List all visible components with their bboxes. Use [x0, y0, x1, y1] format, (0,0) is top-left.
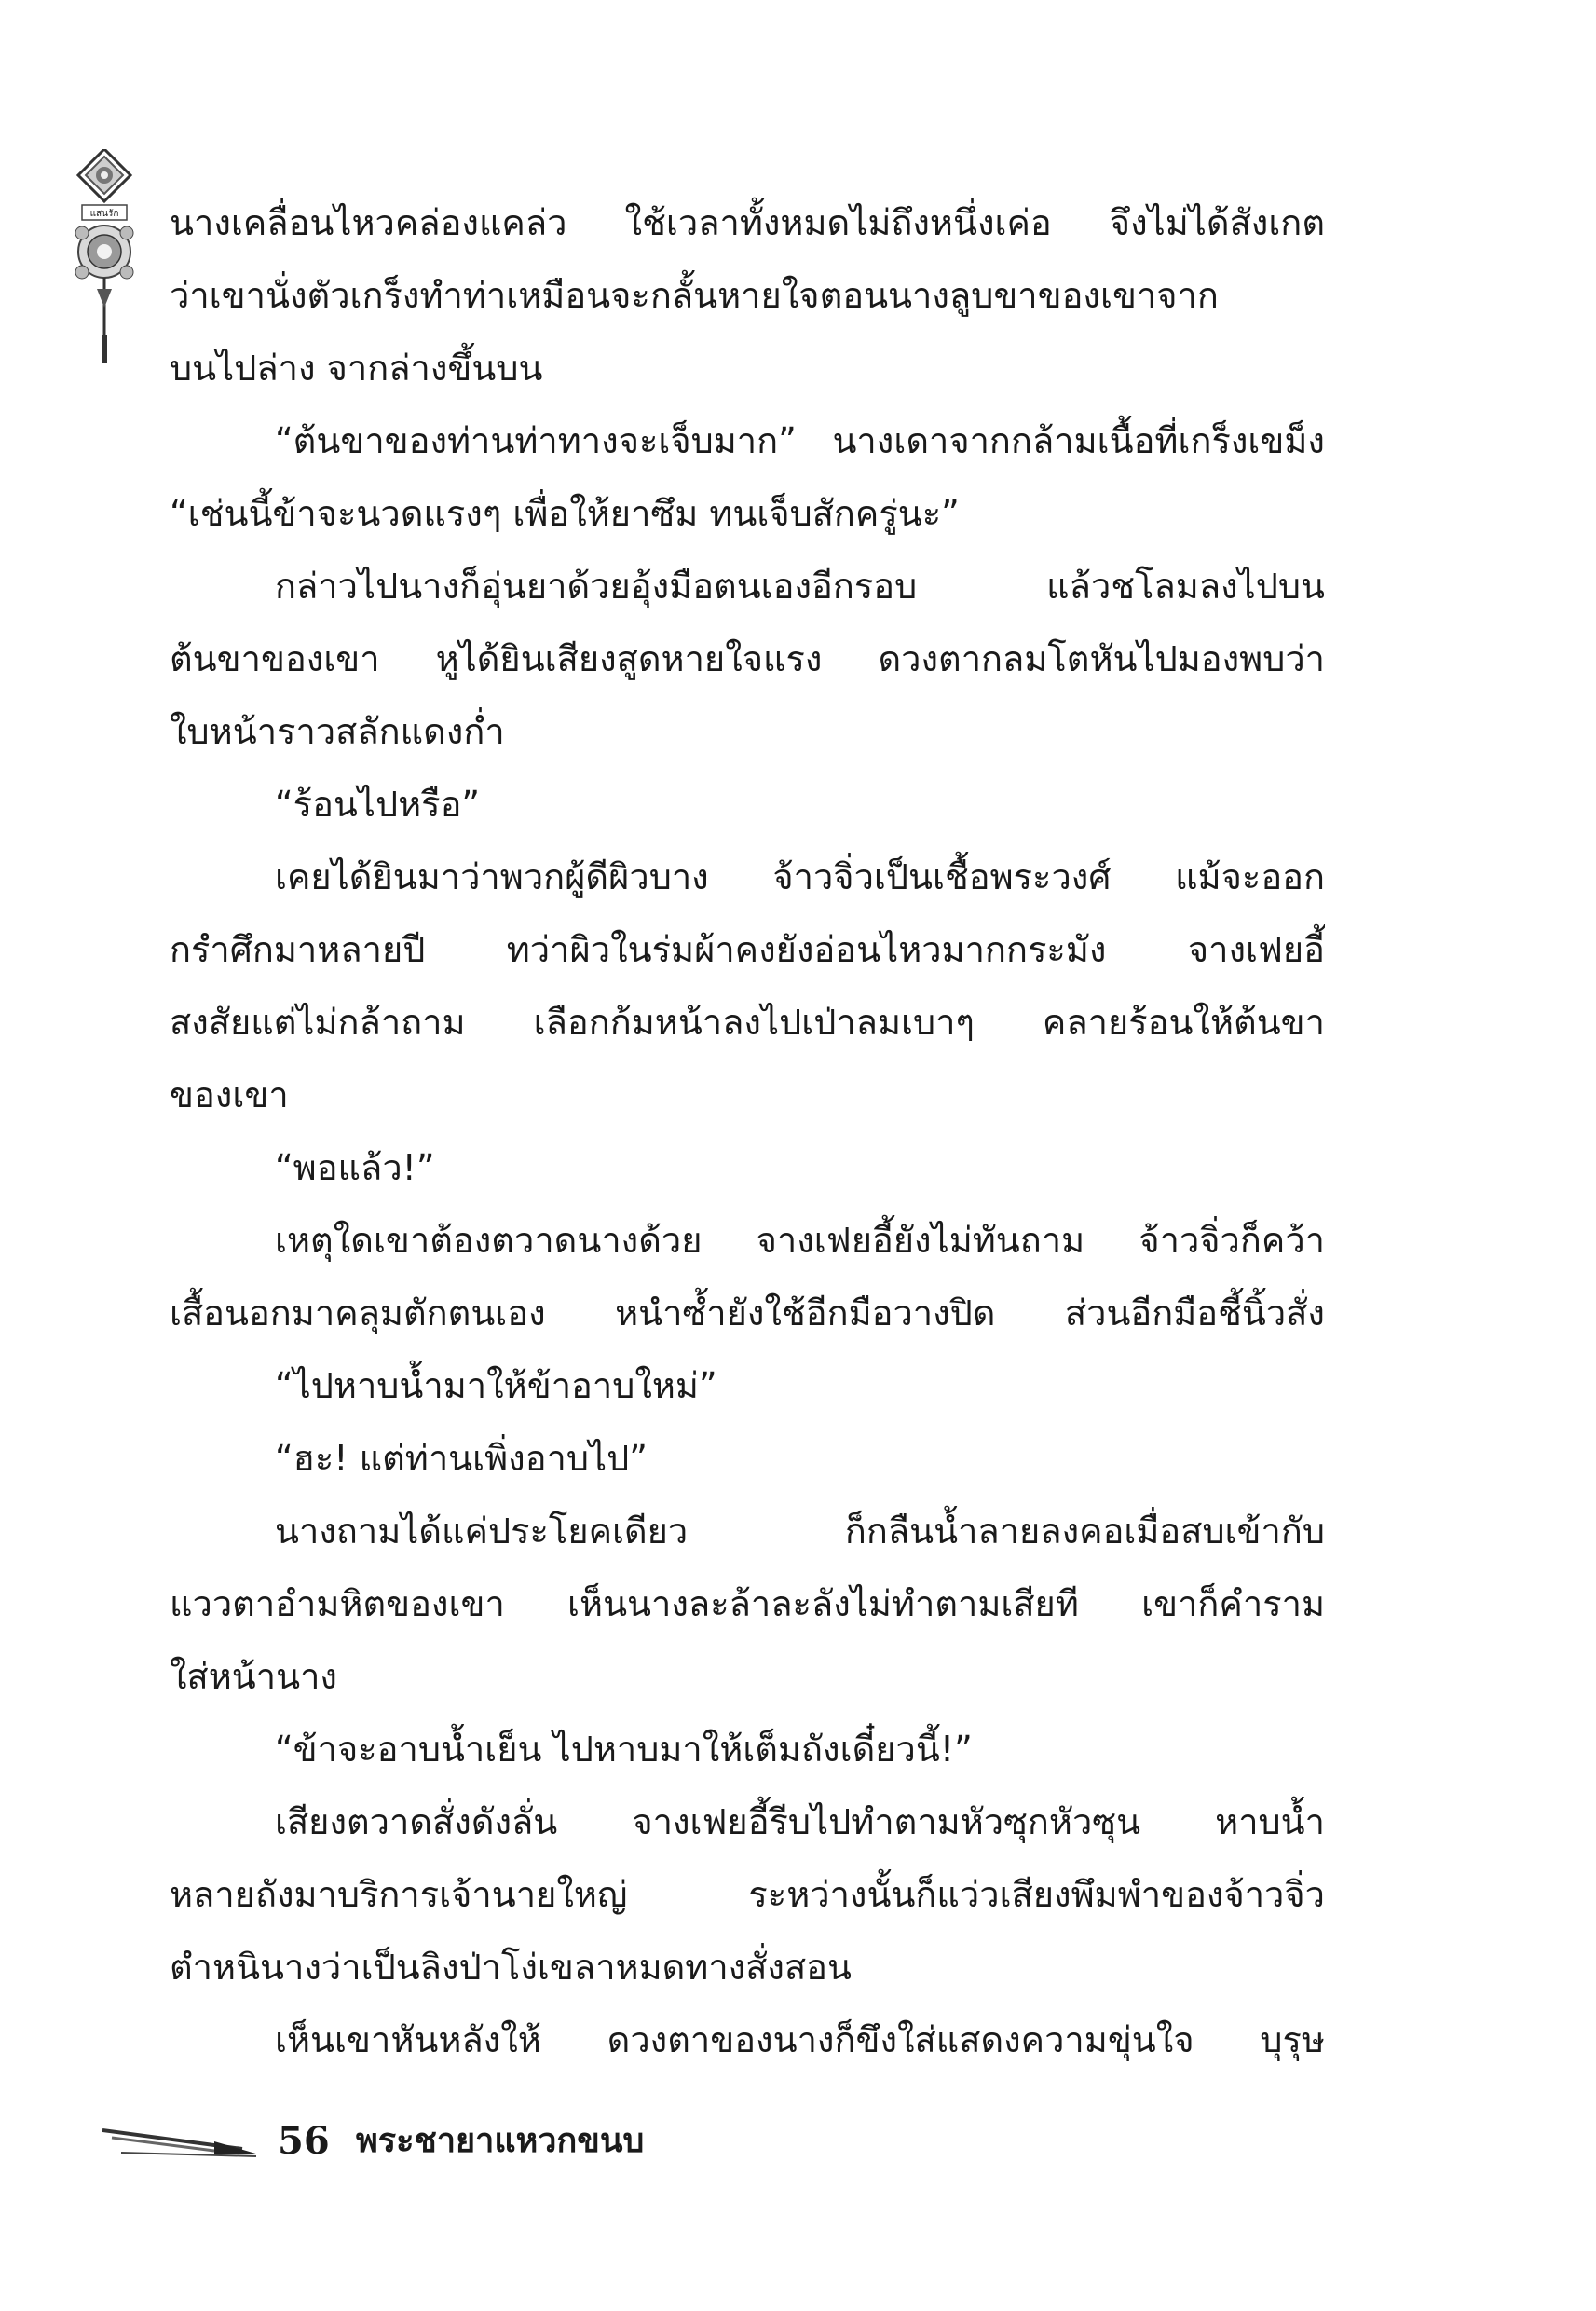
- text-line: กล่าวไปนางก็อุ่นยาด้วยอุ้งมือตนเองอีกรอบ แล้วชโลมลงไปบน: [275, 566, 1325, 607]
- text-line: เสื้อนอกมาคลุมตักตนเอง หนำซ้ำยังใช้อีกมือวางปิด ส่วนอีกมือชี้นิ้วสั่ง: [170, 1292, 1325, 1333]
- body-text: [170, 186, 1325, 2076]
- text-line: ใส่หน้านาง: [170, 1656, 337, 1697]
- text-line: “ข้าจะอาบน้ำเย็น ไปหาบมาให้เต็มถังเดี๋ยวนี้!”: [275, 1729, 973, 1770]
- text-line: เคยได้ยินมาว่าพวกผู้ดีผิวบาง จ้าวจิ่วเป็นเชื้อพระวงศ์ แม้จะออก: [275, 856, 1325, 897]
- text-line: “พอแล้ว!”: [275, 1147, 435, 1188]
- text-line: ว่าเขานั่งตัวเกร็งทำท่าเหมือนจะกลั้นหายใจตอนนางลูบขาของเขาจาก: [170, 275, 1219, 316]
- text-line: “ร้อนไปหรือ”: [275, 784, 481, 825]
- text-line: สงสัยแต่ไม่กล้าถาม เลือกก้มหน้าลงไปเป่าลมเบาๆ คลายร้อนให้ต้นขา: [170, 1002, 1325, 1043]
- book-title: พระชายาแหวกขนบ: [356, 2122, 645, 2160]
- text-line: “ไปหาบน้ำมาให้ข้าอาบใหม่”: [275, 1365, 717, 1406]
- text-line: หลายถังมาบริการเจ้านายใหญ่ ระหว่างนั้นก็แว่วเสียงพึมพำของจ้าวจิ่ว: [170, 1874, 1325, 1915]
- page-footer: [102, 2115, 755, 2171]
- text-line: นางถามได้แค่ประโยคเดียว ก็กลืนน้ำลายลงคอเมื่อสบเข้ากับ: [275, 1511, 1325, 1552]
- page-number: 56: [278, 2119, 330, 2163]
- emblem-label: แสนรัก: [89, 209, 119, 219]
- text-line: “ต้นขาของท่านท่าทางจะเจ็บมาก” นางเดาจากกล้ามเนื้อที่เกร็งเขม็ง: [275, 420, 1325, 461]
- text-line: ตำหนินางว่าเป็นลิงป่าโง่เขลาหมดทางสั่งสอน: [170, 1947, 852, 1988]
- text-line: ของเขา: [170, 1074, 289, 1115]
- decorative-ornament: [69, 149, 140, 373]
- text-line: เห็นเขาหันหลังให้ ดวงตาของนางก็ขึงใส่แสดงความขุ่นใจ บุรุษ: [275, 2019, 1325, 2060]
- text-line: เหตุใดเขาต้องตวาดนางด้วย จางเฟยอี้ยังไม่ทันถาม จ้าวจิ่วก็คว้า: [275, 1220, 1325, 1261]
- text-line: “ฮะ! แต่ท่านเพิ่งอาบไป”: [275, 1438, 648, 1479]
- text-line: ใบหน้าราวสลักแดงก่ำ: [170, 711, 505, 752]
- text-line: กรำศึกมาหลายปี ทว่าผิวในร่มผ้าคงยังอ่อนไหวมากกระมัง จางเฟยอี้: [170, 929, 1325, 970]
- text-line: แววตาอำมหิตของเขา เห็นนางละล้าละลังไม่ทำตามเสียที เขาก็คำราม: [170, 1583, 1325, 1624]
- text-line: เสียงตวาดสั่งดังลั่น จางเฟยอี้รีบไปทำตามหัวซุกหัวซุน หาบน้ำ: [275, 1801, 1325, 1842]
- text-line: นางเคลื่อนไหวคล่องแคล่ว ใช้เวลาทั้งหมดไม่ถึงหนึ่งเค่อ จึงไม่ได้สังเกต: [170, 202, 1325, 243]
- text-line: บนไปล่าง จากล่างขึ้นบน: [170, 348, 543, 389]
- brush-pen-icon: [102, 2121, 261, 2158]
- text-line: ต้นขาของเขา หูได้ยินเสียงสูดหายใจแรง ดวงตากลมโตหันไปมองพบว่า: [170, 638, 1325, 679]
- ornament-icon: [69, 149, 140, 373]
- text-line: “เช่นนี้ข้าจะนวดแรงๆ เพื่อให้ยาซึม ทนเจ็บสักครู่นะ”: [170, 493, 960, 534]
